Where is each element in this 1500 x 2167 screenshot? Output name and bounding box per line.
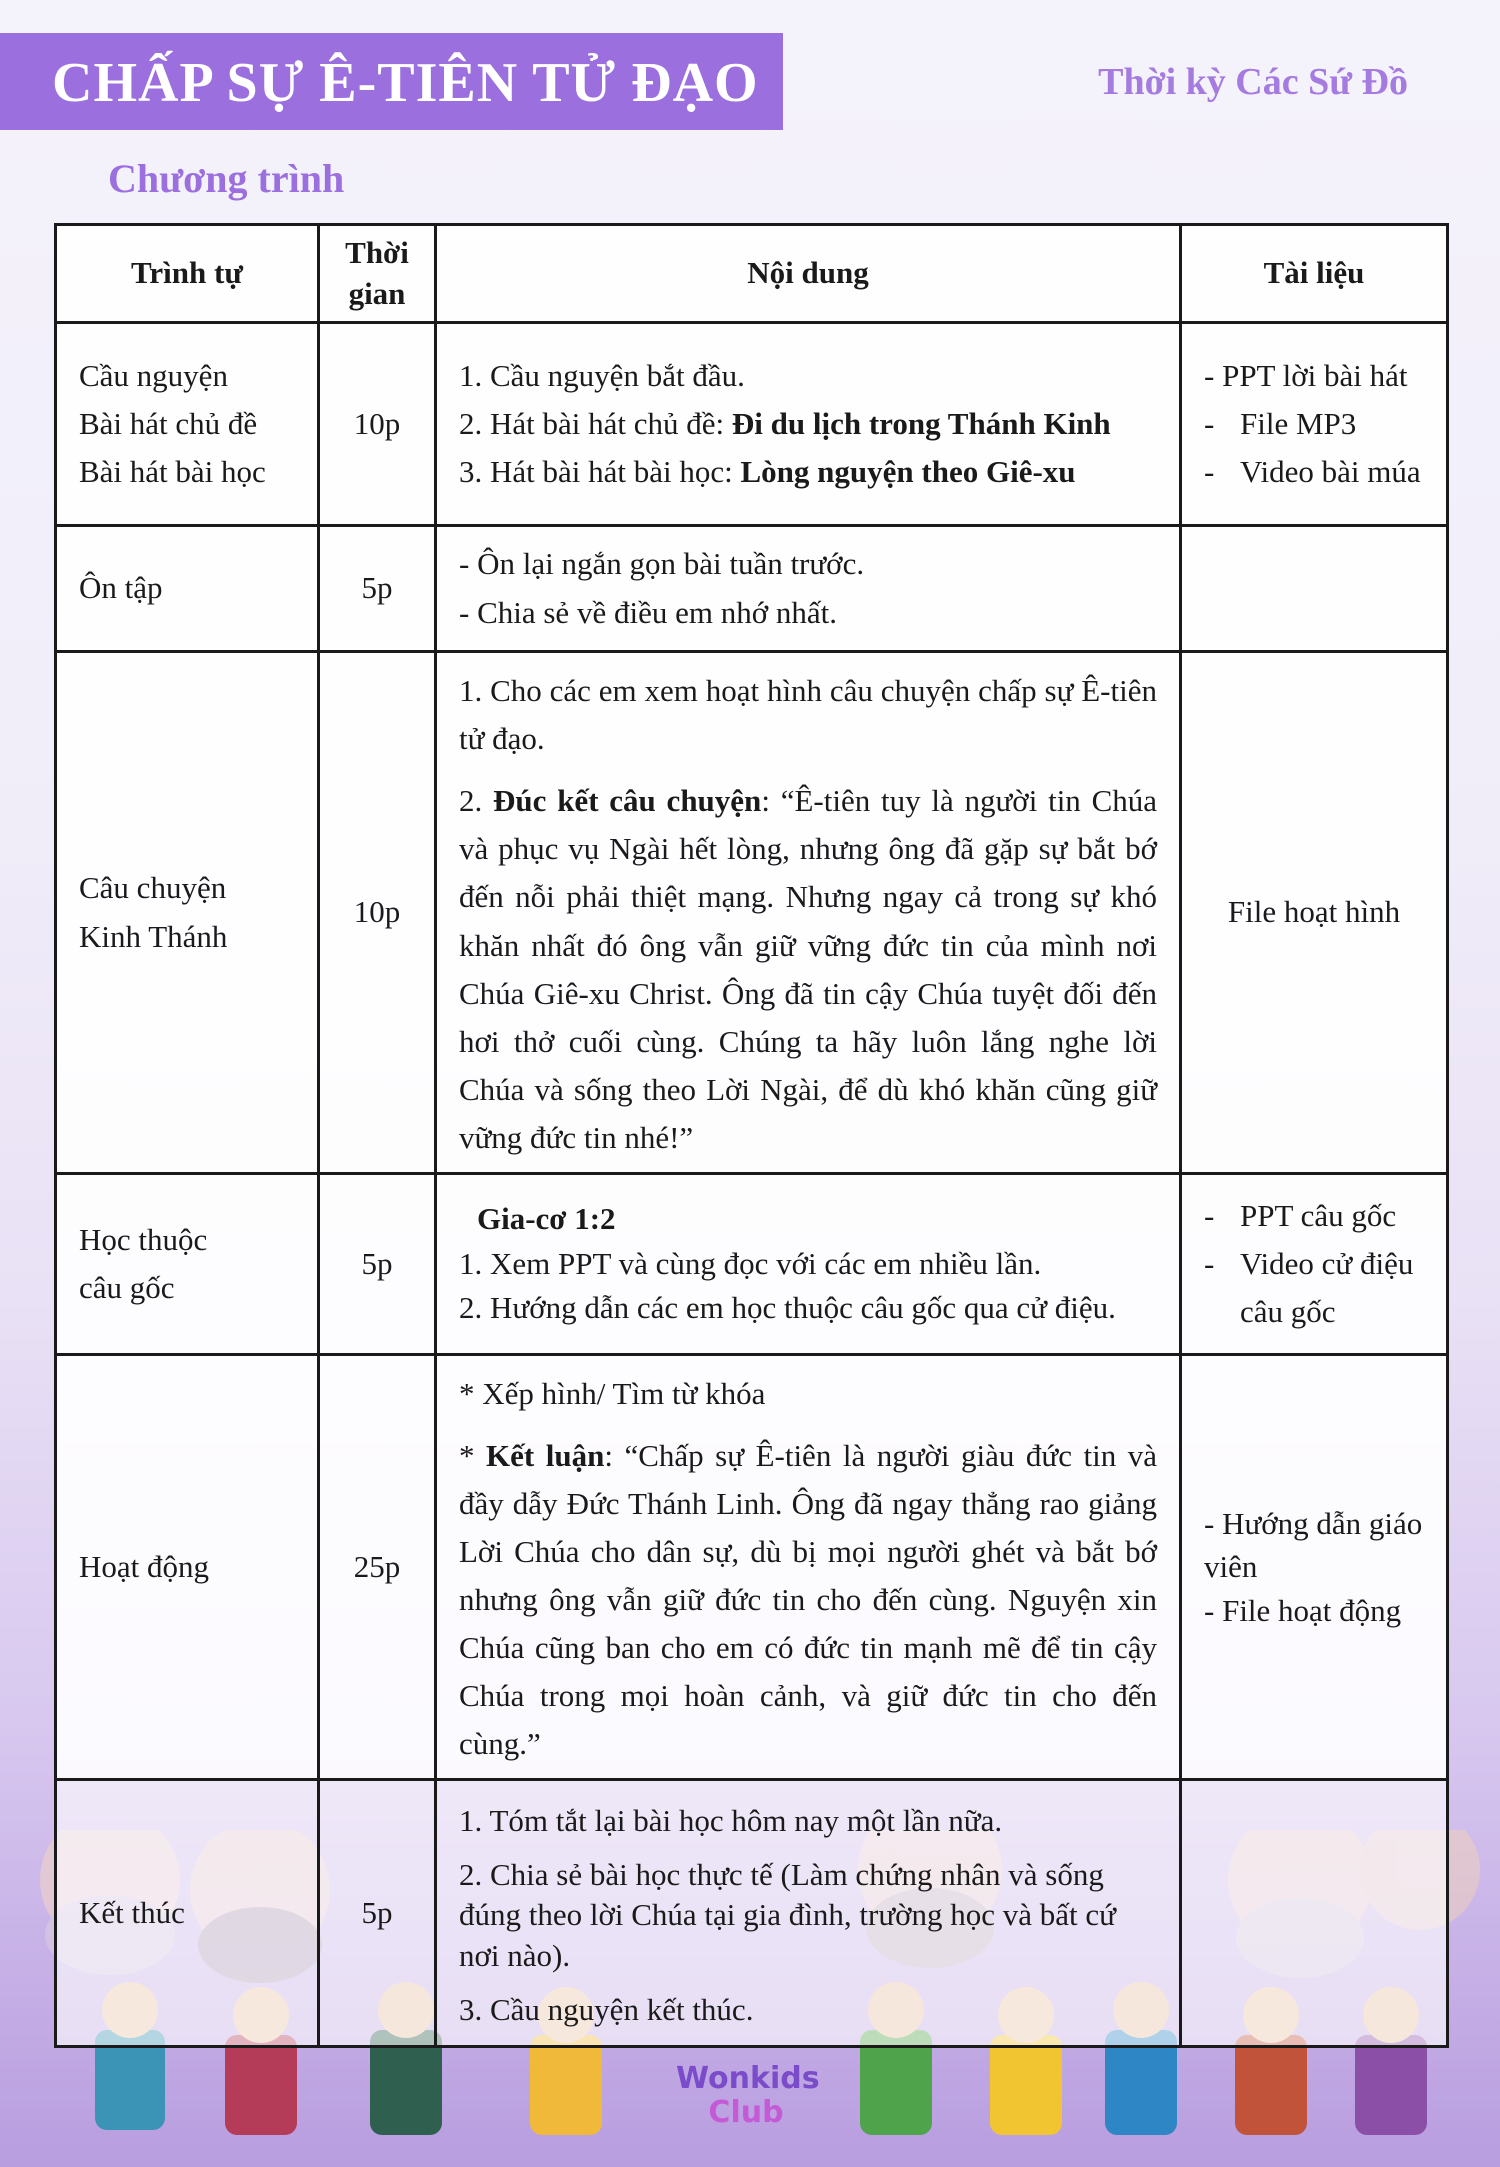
verse-reference: Gia-cơ 1:2 (477, 1200, 616, 1236)
time-cell: 5p (319, 1780, 436, 2047)
resources-cell (1181, 526, 1448, 652)
resource-item: - PPT câu gốc (1204, 1197, 1397, 1233)
content-cell (436, 1355, 1181, 1780)
header-time (319, 225, 436, 323)
resource-item: - File MP3 (1204, 405, 1357, 441)
content-paragraph: 1. Cho các em xem hoạt hình câu chuyện chấp sự Ê-tiên tử đạo. (459, 673, 1157, 757)
logo-line2: Club (708, 2095, 784, 2130)
content-line: - Ôn lại ngắn gọn bài tuần trước. (459, 546, 865, 582)
resource-item: - PPT lời bài hát (1204, 357, 1408, 393)
resources-cell (1181, 1174, 1448, 1355)
sequence-cell (56, 652, 319, 1174)
logo-line1: Wonkids (676, 2061, 820, 2096)
content-line: 3. Hát bài hát bài học: Lòng nguyện theo Giê-xu (459, 454, 1076, 490)
content-line: 2. Hát bài hát chủ đề: Đi du lịch trong Thánh Kinh (459, 405, 1111, 441)
resource-item: - Hướng dẫn giáo viên (1204, 1506, 1423, 1585)
content-line: - Chia sẻ về điều em nhớ nhất. (459, 594, 837, 630)
sequence-cell (56, 323, 319, 526)
resources-cell (1181, 1355, 1448, 1780)
sequence-line: Học thuộc (79, 1221, 208, 1257)
resource-item: File hoạt hình (1227, 894, 1401, 930)
content-cell (436, 652, 1181, 1174)
table-row (56, 1355, 1448, 1780)
table-row (56, 526, 1448, 652)
content-cell (436, 1780, 1181, 2047)
header-time-line1: Thời (345, 235, 409, 271)
header-time-line2: gian (348, 275, 406, 311)
time-cell: 5p (319, 526, 436, 652)
time-cell: 25p (319, 1355, 436, 1780)
content-paragraph: * Kết luận: “Chấp sự Ê-tiên là người giàu đức tin và đầy dẫy Đức Thánh Linh. Ông đã ngay thẳng rao giảng Lời Chúa cho dân sự, dù bị mọi người ghét và bắt bớ nhưng ông vẫn giữ đức tin cho đến cùng. Nguyện xin Chúa cũng ban cho em có đức tin mạnh mẽ để tin cậy Chúa trong mọi hoàn cảnh, và giữ đức tin cho đến cùng.” (459, 1438, 1158, 1762)
content-paragraph: 2. Chia sẻ bài học thực tế (Làm chứng nhân và sống đúng theo lời Chúa tại gia đình, trường học và bất cứ nơi nào). (459, 1856, 1116, 1973)
content-paragraph: 1. Tóm tắt lại bài học hôm nay một lần nữa. (459, 1802, 1003, 1838)
wonkids-club-logo (676, 2061, 820, 2142)
sequence-cell: Hoạt động (56, 1355, 319, 1780)
program-table (54, 223, 1449, 2048)
sequence-line: Kinh Thánh (79, 918, 228, 954)
sequence-cell (56, 1174, 319, 1355)
content-cell (436, 1174, 1181, 1355)
content-line: 1. Cầu nguyện bắt đầu. (459, 357, 745, 393)
resource-item: - File hoạt động (1204, 1592, 1402, 1628)
resources-cell (1181, 1780, 1448, 2047)
sequence-line: Bài hát chủ đề (79, 405, 258, 441)
resource-item-cont: câu gốc (1240, 1294, 1336, 1330)
table-row (56, 1174, 1448, 1355)
content-line: 1. Xem PPT và cùng đọc với các em nhiều lần. (459, 1245, 1042, 1281)
resources-cell (1181, 323, 1448, 526)
content-cell (436, 323, 1181, 526)
resources-cell (1181, 652, 1448, 1174)
sequence-line: Câu chuyện (79, 870, 227, 906)
resource-item: - Video cử điệu (1204, 1245, 1414, 1281)
lesson-title: CHẤP SỰ Ê-TIÊN TỬ ĐẠO (52, 52, 759, 114)
sequence-line: Bài hát bài học (79, 454, 266, 490)
content-line: 2. Hướng dẫn các em học thuộc câu gốc qua cử điệu. (459, 1290, 1116, 1326)
sequence-cell: Ôn tập (56, 526, 319, 652)
resource-item: - Video bài múa (1204, 454, 1421, 490)
header-resources: Tài liệu (1181, 225, 1448, 323)
header-sequence: Trình tự (56, 225, 319, 323)
title-banner (0, 33, 783, 130)
time-cell: 5p (319, 1174, 436, 1355)
table-row (56, 652, 1448, 1174)
table-row (56, 1780, 1448, 2047)
sequence-line: câu gốc (79, 1270, 175, 1305)
section-title: Chương trình (108, 156, 345, 201)
content-paragraph: 2. Đúc kết câu chuyện: “Ê-tiên tuy là người tin Chúa và phục vụ Ngài hết lòng, nhưng ông đã gặp sự bắt bớ đến nỗi phải thiệt mạng. Nhưng ngay cả trong sự khó khăn nhất đó ông vẫn giữ vững đức tin của mình nơi Chúa Giê-xu Christ. Ông đã tin cậy Chúa tuyệt đối đến hơi thở cuối cùng. Chúng ta hãy luôn lắng nghe lời Chúa và sống theo Lời Ngài, để dù khó khăn cũng giữ vững đức tin nhé!” (459, 783, 1158, 1155)
content-paragraph: * Xếp hình/ Tìm từ khóa (459, 1376, 766, 1411)
header-content: Nội dung (436, 225, 1181, 323)
period-label: Thời kỳ Các Sứ Đồ (1098, 61, 1408, 103)
content-paragraph: 3. Cầu nguyện kết thúc. (459, 1991, 754, 2027)
content-cell (436, 526, 1181, 652)
table-header-row (56, 225, 1448, 323)
time-cell: 10p (319, 323, 436, 526)
sequence-cell: Kết thúc (56, 1780, 319, 2047)
sequence-line: Cầu nguyện (79, 357, 228, 393)
table-row (56, 323, 1448, 526)
time-cell: 10p (319, 652, 436, 1174)
